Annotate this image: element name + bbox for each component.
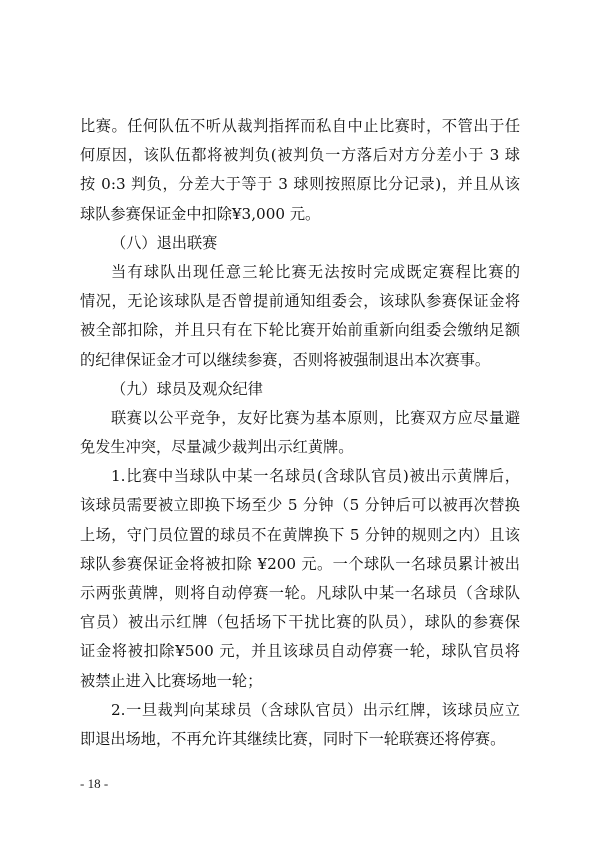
text-line: 的纪律保证金才可以继续参赛，否则将被强制退出本次赛事。	[80, 350, 491, 369]
text-line: 官员）被出示红牌（包括场下干扰比赛的队员），球队的参赛保	[80, 613, 520, 632]
text-line: 证金将被扣除¥500 元，并且该球员自动停赛一轮，球队官员将	[80, 642, 520, 661]
text-line: 被全部扣除，并且只有在下轮比赛开始前重新向组委会缴纳足额	[80, 321, 520, 340]
section-heading	[80, 375, 520, 404]
text-line: 球队参赛保证金将被扣除 ¥200 元。一个球队一名球员累计被出	[80, 554, 520, 573]
section-heading	[80, 229, 520, 258]
text-line: 按 0:3 判负，分差大于等于 3 球则按照原比分记录)，并且从该	[80, 175, 520, 194]
text-line: 1.比赛中当球队中某一名球员(含球队官员)被出示黄牌后，	[111, 467, 520, 486]
text-line: 2.一旦裁判向某球员（含球队官员）出示红牌，该球员应立	[111, 700, 520, 719]
text-line: 被禁止进入比赛场地一轮；	[80, 671, 263, 690]
heading-text: （九）球员及观众纪律	[111, 379, 263, 398]
text-line: 上场，守门员位置的球员不在黄牌换下 5 分钟的规则之内）且该	[80, 525, 520, 544]
text-line: 示两张黄牌，则将自动停赛一轮。凡球队中某一名球员（含球队	[80, 584, 520, 602]
text-line: 即退出场地，不再允许其继续比赛，同时下一轮联赛还将停赛。	[80, 729, 506, 748]
paragraph	[80, 462, 520, 696]
paragraph	[80, 112, 520, 229]
text-line: 比赛。任何队伍不听从裁判指挥而私自中止比赛时，不管出于任	[80, 117, 520, 135]
paragraph	[80, 404, 520, 462]
page-number: - 18 -	[80, 776, 109, 791]
text-line: 何原因，该队伍都将被判负(被判负一方落后对方分差小于 3 球	[80, 146, 520, 165]
paragraph	[80, 696, 520, 754]
heading-text: （八）退出联赛	[111, 233, 218, 252]
text-line: 该球员需要被立即换下场至少 5 分钟（5 分钟后可以被再次替换	[80, 496, 520, 515]
paragraph	[80, 258, 520, 375]
text-line: 免发生冲突，尽量减少裁判出示红黄牌。	[80, 438, 354, 457]
text-line: 联赛以公平竞争，友好比赛为基本原则，比赛双方应尽量避	[111, 408, 520, 427]
text-line: 当有球队出现任意三轮比赛无法按时完成既定赛程比赛的	[111, 262, 520, 281]
document-body	[80, 112, 520, 754]
text-line: 情况，无论该球队是否曾提前通知组委会，该球队参赛保证金将	[80, 292, 520, 311]
text-line: 球队参赛保证金中扣除¥3,000 元。	[80, 204, 321, 223]
